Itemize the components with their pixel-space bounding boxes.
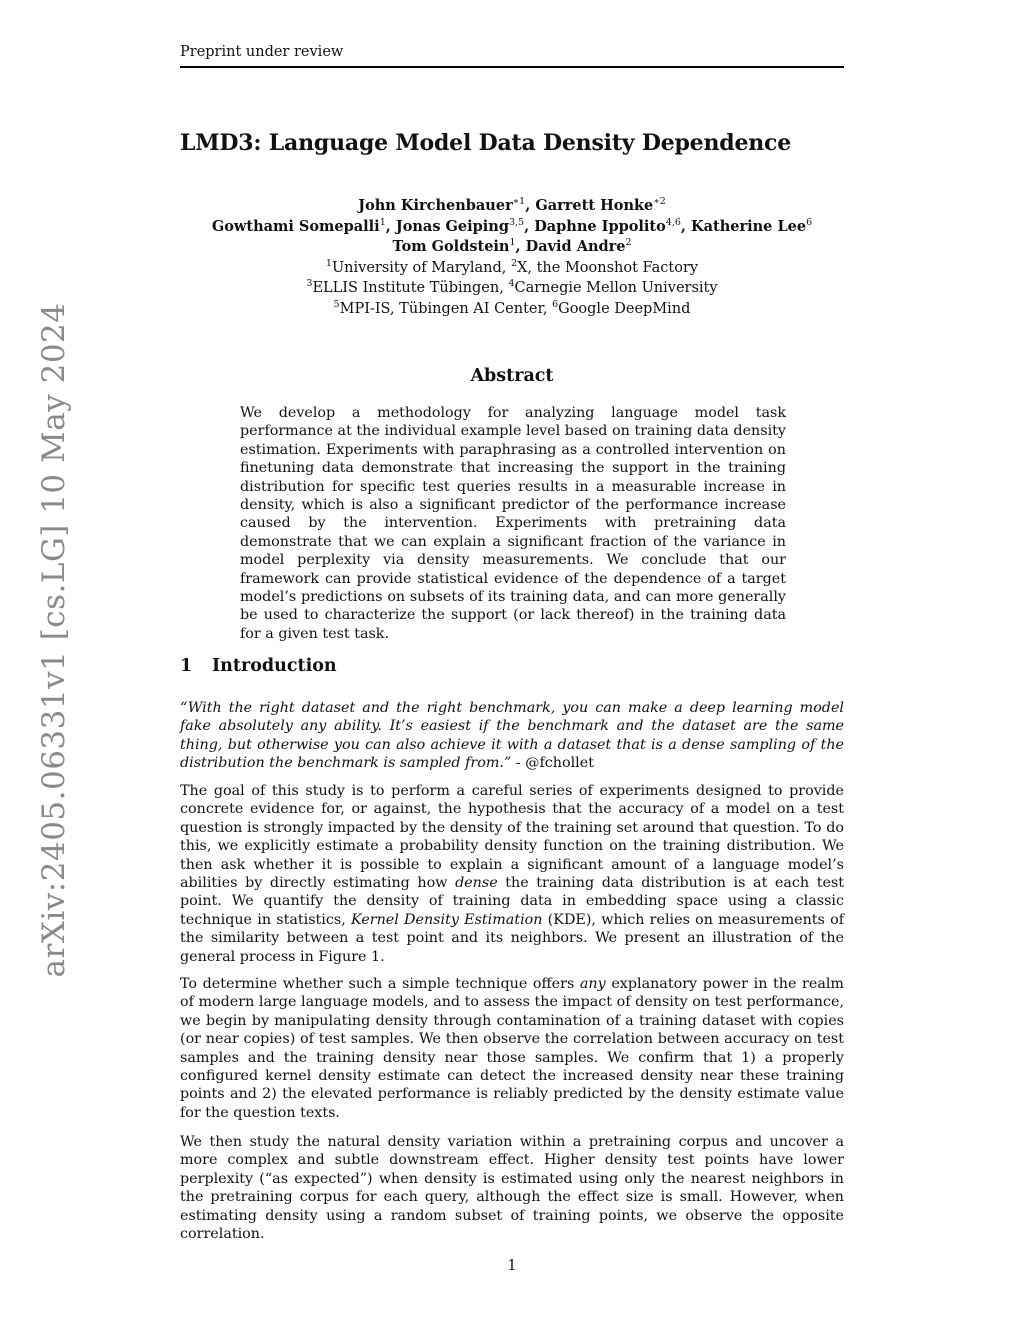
author-separator: , [524,217,535,235]
author-name: Daphne Ippolito [534,217,666,235]
author-affiliation-mark: 3,5 [508,216,525,228]
paragraph-text: The goal of this study is to perform a careful series of experiments designed to provide concrete evidence for, or against, the hypothesis that the accuracy of a model on a test question is strongly impacted by the density of the training set around that question. To do this, we explicitly estimate a probability density function on the training distribution. We then ask whether it is possible to explain a significant amount of a language model’s abilities by directly estimating how [180,783,844,892]
author-separator: , [680,217,692,235]
abstract-heading: Abstract [470,366,554,386]
author-affiliation-mark: ∗2 [653,196,666,207]
author-affiliation-mark: 2 [625,237,632,248]
author-line-1 [180,196,844,217]
emphasis-text: Kernel Density Estimation [350,911,543,928]
author-block [180,196,844,319]
affiliation-text: ELLIS Institute Tübingen, [312,280,509,296]
affiliation-text: X, the Moonshot Factory [517,259,699,276]
running-header [180,44,844,68]
intro-paragraph-3: We then study the natural density variation within a pretraining corpus and uncover a more complex and subtle downstream effect. Higher density test points have lower perplexity (“as expected”) when density is estimated using only the nearest neighbors in the pretraining corpus for each query, although the effect size is small. However, when estimating density using a random subset of training points, we observe the opposite correlation. [180,1134,844,1243]
author-name: David Andre [525,238,626,255]
affiliation-text: University of Maryland, [331,259,512,276]
author-affiliation-mark: 1 [379,216,386,228]
author-line-2 [180,217,844,238]
author-name: Jonas Geiping [395,217,509,235]
section-number: 1 [180,656,193,676]
intro-paragraph-2 [180,975,844,1122]
intro-paragraph-1 [180,782,844,966]
affiliation-mark: 5 [333,298,340,310]
affiliation-line-2 [180,278,844,299]
affiliation-text: Carnegie Mellon University [514,280,718,296]
author-separator: , [525,197,536,214]
running-head-text: Preprint under review [180,44,344,60]
epigraph-quote [180,699,844,773]
affiliation-text: Google DeepMind [558,300,691,317]
paragraph-text: the training data distribution is at each test point. We quantify the density of training data in embedding space using a classic technique in statistics, [180,875,844,928]
affiliation-mark: 1 [325,257,332,269]
quote-text: “With the right dataset and the right benchmark, you can make a deep learning model fake absolutely any ability. It’s easiest if the benchmark and the dataset are the same thing, but otherwise you can also achieve it with a dataset that is a dense sampling of the distribution the benchmark is sampled from.” [180,700,844,772]
abstract-body: We develop a methodology for analyzing language model task performance at the individual example level based on training data density estimation. Experiments with paraphrasing as a controlled intervention on finetuning data demonstrate that increasing the support in the training distribution for specific test queries results in a measurable increase in density, which is also a significant predictor of the performance increase caused by the intervention. Experiments with pretraining data demonstrate that we can explain a significant fraction of the variance in model perplexity via density measurements. We conclude that our framework can provide statistical evidence of the dependence of a target model’s predictions on subsets of its training data, and can more generally be used to characterize the support (or lack thereof) in the training data for a given test task. [240,405,786,642]
author-name: Tom Goldstein [392,238,510,255]
page-number: 1 [507,1258,517,1274]
affiliation-mark: 3 [306,278,313,289]
affiliation-text: MPI-IS, Tübingen AI Center, [339,300,553,317]
section-heading-introduction [180,656,844,676]
author-name: Katherine Lee [691,217,807,235]
emphasis-text: dense [455,875,498,892]
paragraph-text: (KDE), which relies on measurements of the similarity between a test point and its neighbors. We present an illustration of the general process in Figure 1. [180,911,845,965]
author-separator: , [385,217,396,235]
affiliation-mark: 6 [552,298,559,310]
author-name: John Kirchenbauer [358,197,513,214]
emphasis-text: any [579,976,606,992]
affiliation-mark: 4 [508,278,515,289]
affiliation-mark: 2 [511,257,518,269]
affiliation-line-1 [180,258,844,279]
paper-title: LMD3: Language Model Data Density Dependence [180,130,792,156]
author-affiliation-mark: 6 [806,216,813,228]
author-affiliation-mark: 4,6 [665,216,681,228]
paragraph-text: explanatory power in the realm of modern large language models, and to assess the impact of density on test performance, we begin by manipulating density through contamination of a training dataset with copies (or near copies) of test samples. We then observe the correlation between accuracy on test samples and the training density near those samples. We confirm that 1) a properly configured kernel density estimate can detect the increased density near these training points and 2) the elevated performance is reliably predicted by the density estimate value for the question texts. [180,976,844,1121]
paragraph-text: To determine whether such a simple technique offers [180,976,580,992]
author-separator: , [515,238,526,255]
author-affiliation-mark: 1 [509,237,516,248]
author-name: Gowthami Somepalli [211,217,380,235]
arxiv-stamp-text: arXiv:2405.06331v1 [cs.LG] 10 May 2024 [36,302,72,978]
section-title: Introduction [212,656,337,676]
author-affiliation-mark: ∗1 [512,196,526,207]
author-line-3 [180,237,844,258]
quote-attribution: - @fchollet [511,755,594,772]
affiliation-line-3 [180,299,844,320]
author-name: Garrett Honke [535,197,654,214]
